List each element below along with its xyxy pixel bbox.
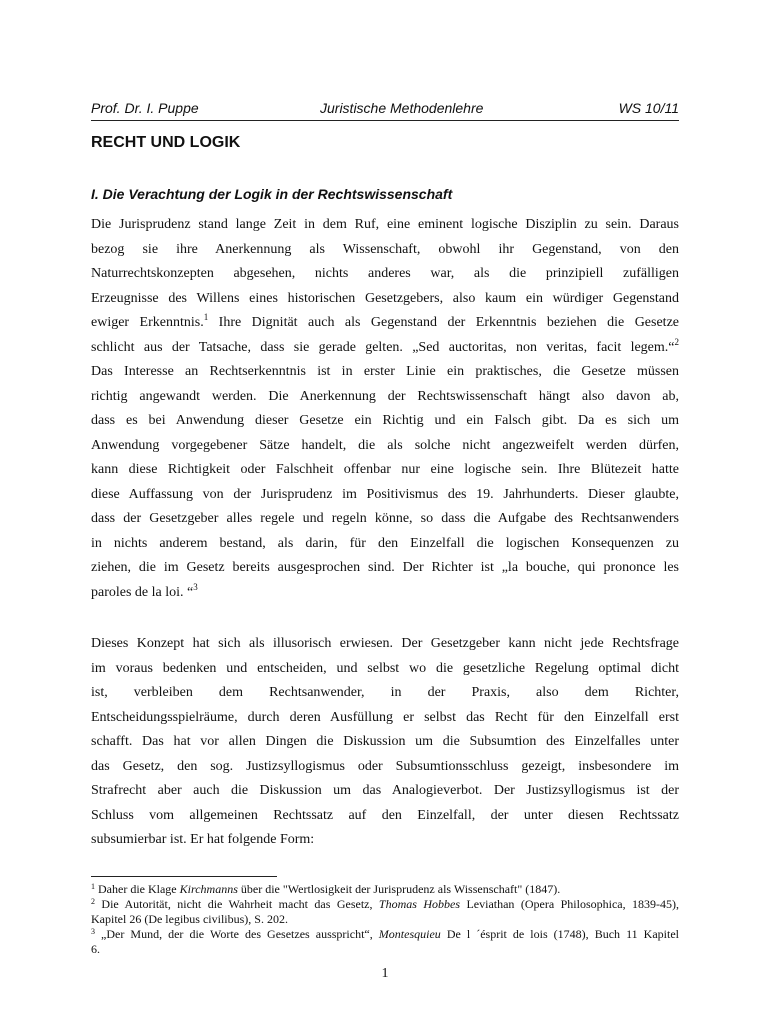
header-course: Juristische Methodenlehre: [320, 100, 484, 116]
footnote-divider: [91, 876, 277, 877]
text-line: Anwendung vorgegebener Sätze handelt, die als solche nicht angezweifelt werden dürfen,: [91, 437, 679, 453]
footnotes: [91, 882, 679, 957]
text-line: im voraus bedenken und entscheiden, und selbst wo die gesetzliche Regelung optimal dicht: [91, 660, 679, 676]
text-line: das Gesetz, den sog. Justizsyllogismus oder Subsumtionsschluss gezeigt, insbesondere im: [91, 758, 679, 774]
section-heading: I. Die Verachtung der Logik in der Rechtswissenschaft: [91, 186, 453, 202]
paragraph-1: [91, 213, 679, 605]
text-line: bezog sie ihre Anerkennung als Wissenschaft, obwohl ihr Gegenstand, von den: [91, 241, 679, 257]
page-header: [91, 100, 679, 121]
text-line: Erzeugnisse des Willens eines historischen Gesetzgebers, also kaum ein würdiger Gegenstand: [91, 290, 679, 306]
text-line: Das Interesse an Rechtserkenntnis ist in erster Linie ein praktisches, die Gesetze müssen: [91, 364, 679, 379]
footnote-3: $^3$ „Der Mund, der die Worte des Gesetzes ausspricht“, Montesquieu De l ´ésprit de lois (1748), Buch 11 Kapitel: [91, 927, 680, 941]
text-line: diese Auffassung von der Jurisprudenz im Positivismus des 19. Jahrhunderts. Dieser glaubte,: [91, 486, 679, 502]
text-line: schafft. Das hat vor allen Dingen die Diskussion um die Subsumtion des Einzelfalles unter: [91, 734, 679, 749]
document-page: [91, 0, 679, 1024]
footnote-ref-2[interactable]: 2: [674, 336, 679, 347]
text-line: Strafrecht aber auch die Diskussion um das Analogieverbot. Der Justizsyllogismus ist der: [91, 783, 679, 798]
text-line: Naturrechtskonzepten abgesehen, nichts anderes war, als die prinzipiell zufälligen: [91, 266, 679, 281]
header-semester: WS 10/11: [618, 100, 679, 116]
page-number: 1: [381, 966, 389, 981]
footnote-3-cont: 6.: [91, 942, 100, 956]
text-line: ist, verbleiben dem Rechtsanwender, in der Praxis, also dem Richter,: [91, 685, 679, 700]
text-line: Entscheidungsspielräume, durch deren Ausfüllung er selbst das Recht für den Einzelfall erst: [91, 709, 679, 725]
text-line: richtig angewandt werden. Die Anerkennung der Rechtswissenschaft hängt also davon ab,: [91, 388, 679, 404]
text-line: dass es bei Anwendung dieser Gesetze ein Richtig und ein Falsch gibt. Da es sich um: [91, 413, 679, 428]
paragraph-2: [91, 632, 679, 853]
text-line: dass der Gesetzgeber alles regele und regeln könne, so dass die Aufgabe des Rechtsanwenders: [91, 511, 679, 526]
text-line: in nichts anderem bestand, als darin, für den Einzelfall die logischen Konsequenzen zu: [91, 535, 679, 551]
footnote-ref-1[interactable]: 1: [203, 312, 209, 322]
footnote-2-cont: Kapitel 26 (De legibus civilibus), S. 202.: [91, 912, 288, 926]
text-line: ewiger Erkenntnis.$^1$ Ihre Dignität auch als Gegenstand der Erkenntnis beziehen die Gesetze: [91, 312, 679, 330]
footnote-ref-3[interactable]: 3: [193, 581, 198, 592]
text-line: Dieses Konzept hat sich als illusorisch erwiesen. Der Gesetzgeber kann nicht jede Rechtsfrage: [91, 636, 679, 651]
footnote-1: $^1$ Daher die Klage Kirchmanns über die "Wertlosigkeit der Jurisprudenz als Wissenschaft" (1847).: [91, 882, 561, 896]
text-line: subsumierbar ist. Er hat folgende Form:: [91, 832, 315, 847]
document-title: RECHT UND LOGIK: [91, 134, 241, 151]
text-line: paroles de la loi. “$^3$: [91, 581, 198, 600]
text-line: ziehen, die im Gesetz bereits ausgesprochen sind. Der Richter ist „la bouche, qui prononce les: [91, 560, 679, 575]
text-line: Die Jurisprudenz stand lange Zeit in dem Ruf, eine eminent logische Disziplin zu sein. Daraus: [91, 217, 679, 232]
text-line: schlicht aus der Tatsache, dass sie gerade gelten. „Sed auctoritas, non veritas, facit legem.“$^2$: [91, 336, 679, 355]
header-author: Prof. Dr. I. Puppe: [91, 100, 199, 116]
text-line: Schluss vom allgemeinen Rechtssatz auf den Einzelfall, der unter diesen Rechtssatz: [91, 807, 679, 823]
footnote-2: $^2$ Die Autorität, nicht die Wahrheit macht das Gesetz, Thomas Hobbes Leviathan (Opera Philosophica, 1839-45),: [91, 897, 680, 911]
text-line: kann diese Richtigkeit oder Falschheit offenbar nur eine logische sein. Ihre Blütezeit hatte: [91, 462, 679, 477]
